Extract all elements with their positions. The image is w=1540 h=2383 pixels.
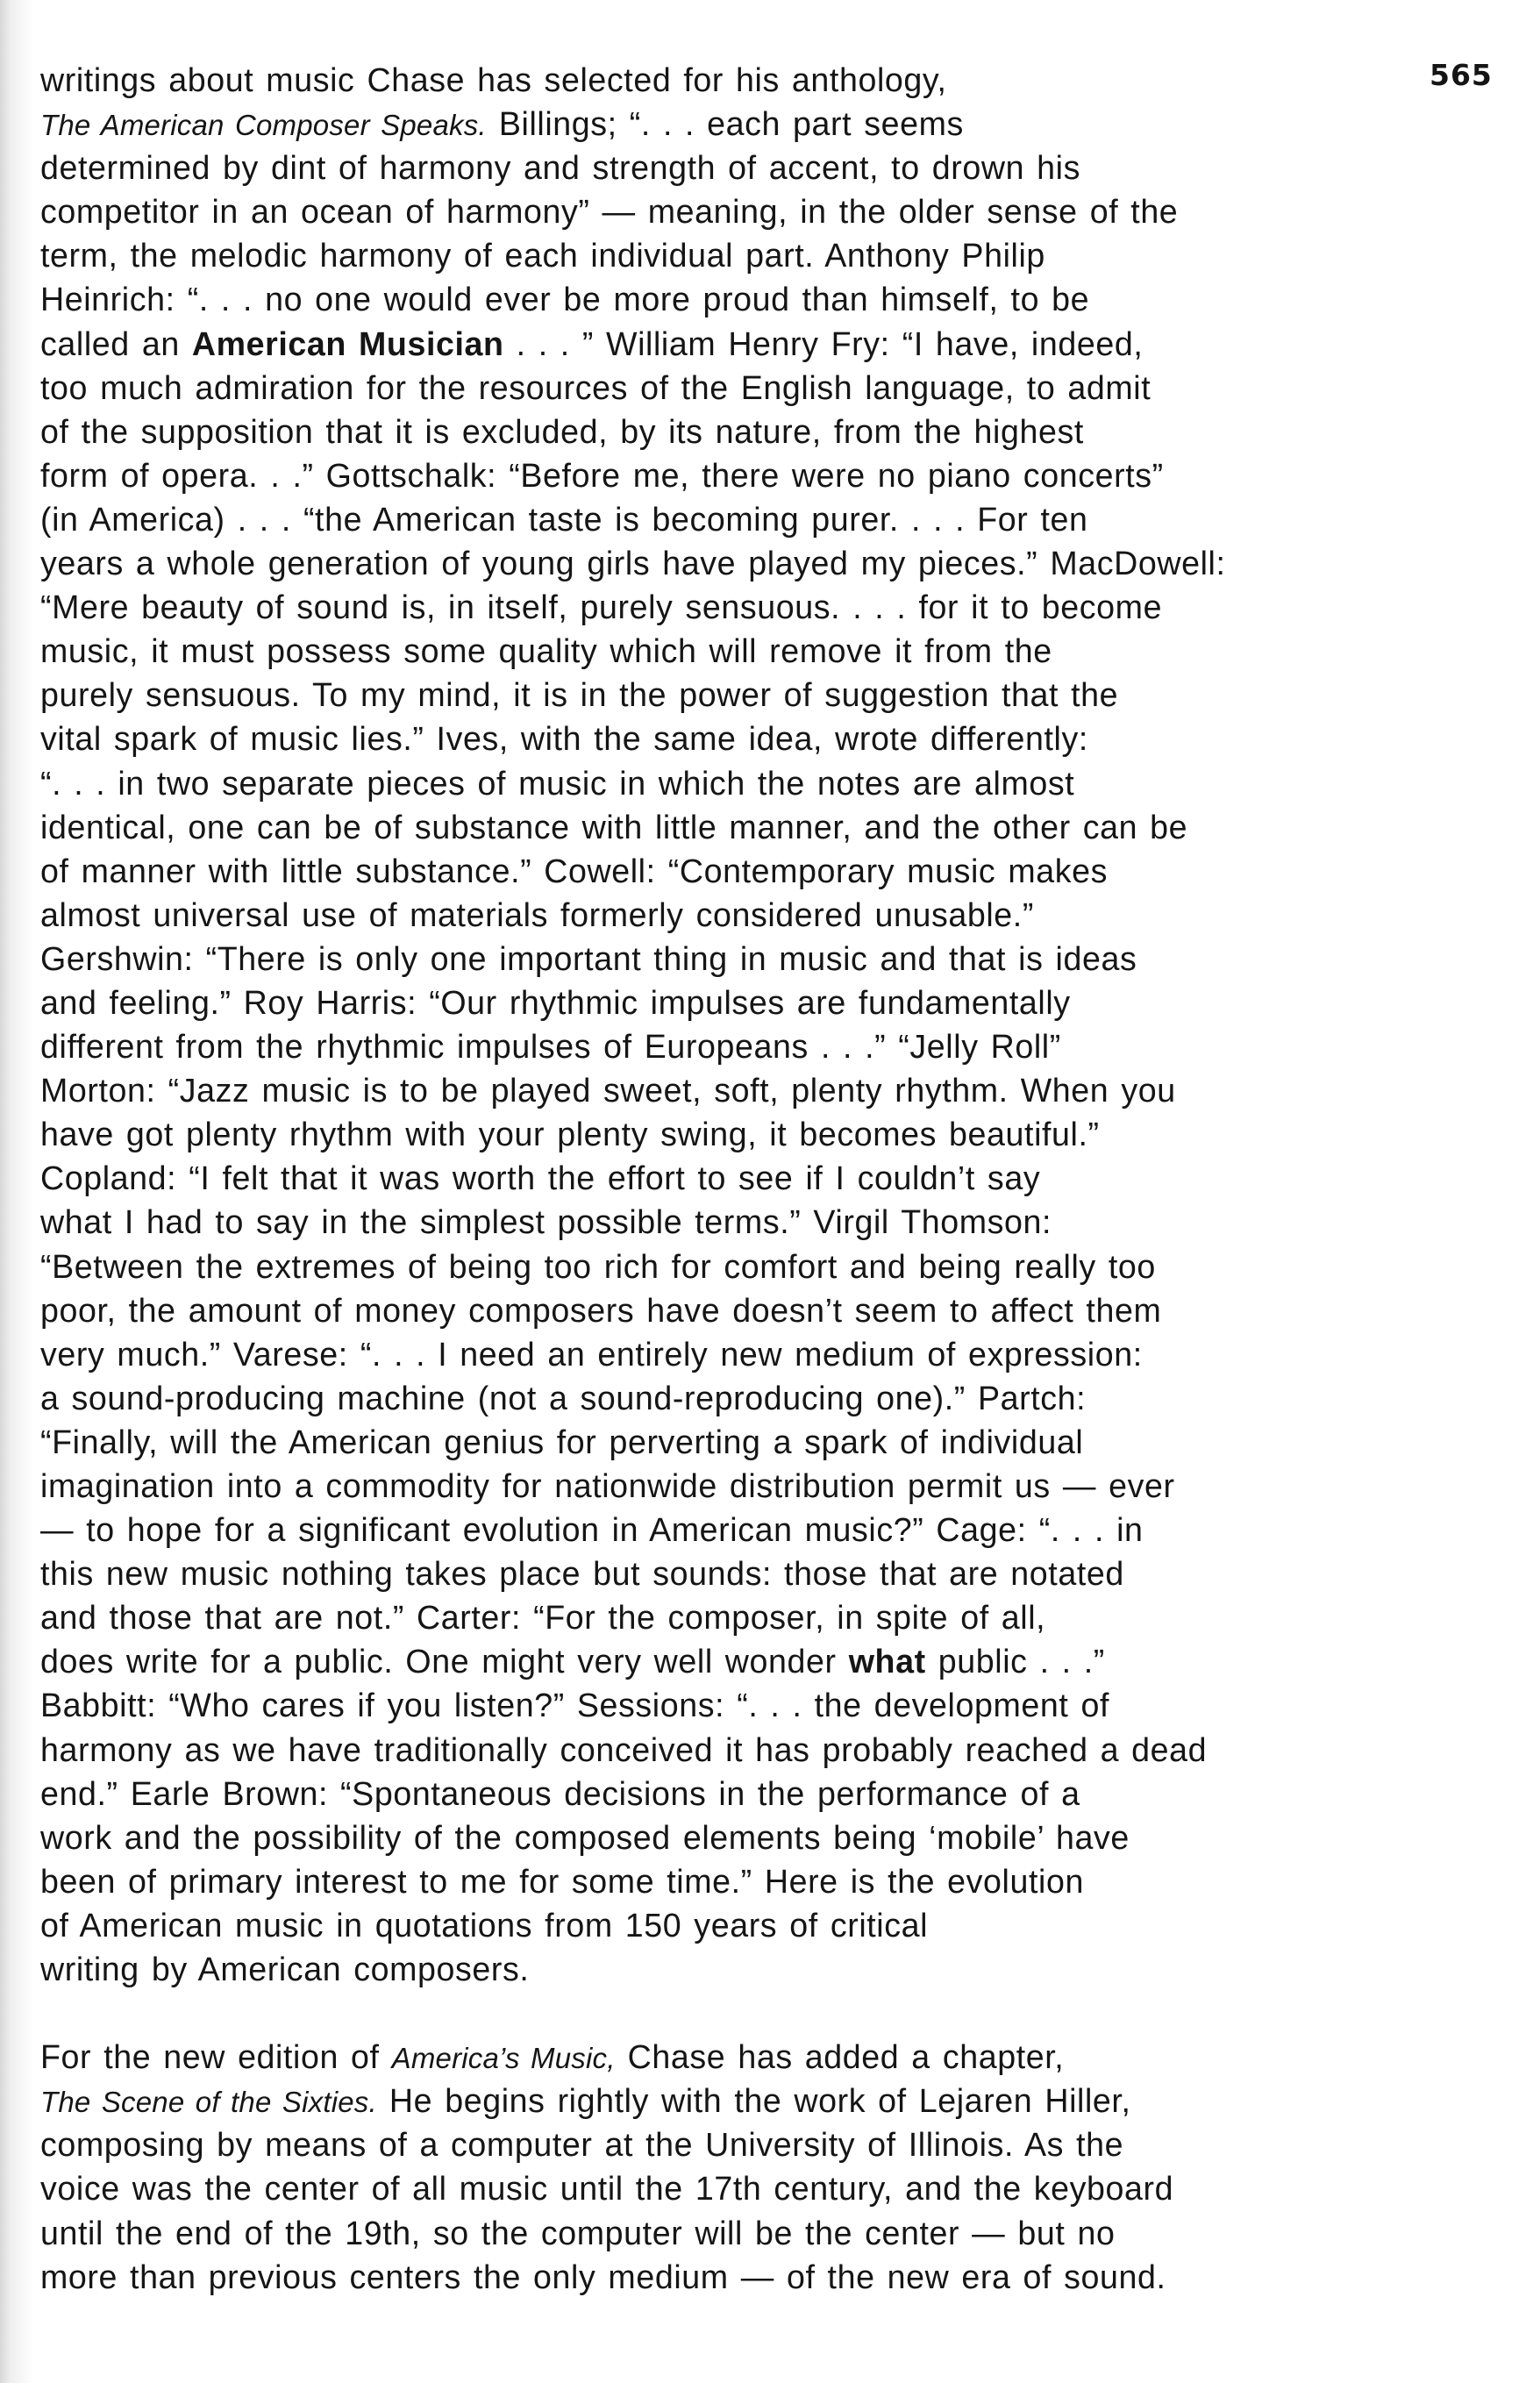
text-run: Copland: “I felt that it was worth the effort to see if I couldn’t say [40, 1159, 1041, 1197]
text-run: identical, one can be of substance with little manner, and the other can be [40, 808, 1188, 845]
text-line [40, 1859, 1347, 1903]
body-text [40, 58, 1347, 2299]
text-run: different from the rhythmic impulses of Europeans . . .” “Jelly Roll” [40, 1028, 1061, 1066]
text-line [40, 102, 1347, 146]
text-line [40, 761, 1347, 805]
text-run: almost universal use of materials formerly considered unusable.” [40, 895, 1034, 933]
text-line [40, 541, 1347, 585]
text-run: (in America) . . . “the American taste is becoming purer. . . . For ten [40, 500, 1088, 538]
text-line [40, 2255, 1347, 2299]
text-run: work and the possibility of the composed elements being ‘mobile’ have [40, 1818, 1130, 1856]
text-run: purely sensuous. To my mind, it is in the power of suggestion that the [40, 676, 1119, 714]
text-run: determined by dint of harmony and strength of accent, to drown his [40, 149, 1080, 187]
paragraph [40, 2035, 1347, 2299]
text-line [40, 2166, 1347, 2210]
text-line [40, 189, 1347, 233]
text-line [40, 1245, 1347, 1288]
text-run: and feeling.” Roy Harris: “Our rhythmic impulses are fundamentally [40, 983, 1071, 1021]
text-run: end.” Earle Brown: “Spontaneous decisions in the performance of a [40, 1774, 1080, 1812]
page-number: 565 [1429, 58, 1493, 92]
text-line [40, 1156, 1347, 1200]
text-line [40, 1947, 1347, 1991]
text-run: too much admiration for the resources of the English language, to admit [40, 368, 1151, 406]
text-line [40, 1552, 1347, 1595]
text-line [40, 2211, 1347, 2255]
text-line [40, 1420, 1347, 1464]
text-run: He begins rightly with the work of Lejaren Hiller, [376, 2082, 1131, 2120]
text-run: more than previous centers the only medium — of the new era of sound. [40, 2258, 1166, 2295]
text-line [40, 366, 1347, 410]
text-line [40, 2035, 1347, 2079]
text-line [40, 1112, 1347, 1156]
text-run: — to hope for a significant evolution in American music?” Cage: “. . . in [40, 1511, 1144, 1549]
text-line [40, 629, 1347, 673]
text-line [40, 1200, 1347, 1244]
text-line [40, 233, 1347, 277]
italic-title-text: The American Composer Speaks. [40, 109, 487, 142]
text-line [40, 1816, 1347, 1859]
text-run: Chase has added a chapter, [615, 2038, 1065, 2076]
text-line [40, 146, 1347, 189]
text-run: For the new edition of [40, 2038, 392, 2076]
text-run: of manner with little substance.” Cowell: “Contemporary music makes [40, 852, 1109, 889]
text-run: very much.” Varese: “. . . I need an entirely new medium of expression: [40, 1335, 1143, 1373]
text-run: this new music nothing takes place but sounds: those that are notated [40, 1555, 1124, 1593]
text-run: term, the melodic harmony of each individual part. Anthony Philip [40, 237, 1045, 275]
text-line [40, 497, 1347, 541]
italic-title-text: The Scene of the Sixties. [40, 2086, 377, 2119]
text-line [40, 1639, 1347, 1683]
text-run: a sound-producing machine (not a sound-reproducing one).” Partch: [40, 1379, 1087, 1416]
text-line [40, 893, 1347, 937]
bold-text: American Musician [191, 325, 504, 362]
text-run: competitor in an ocean of harmony” — meaning, in the older sense of the [40, 193, 1179, 231]
text-run: called an [40, 325, 192, 362]
text-run: “Mere beauty of sound is, in itself, purely sensuous. . . . for it to become [40, 589, 1163, 626]
text-line [40, 1728, 1347, 1772]
text-line [40, 1772, 1347, 1816]
text-run: what I had to say in the simplest possible terms.” Virgil Thomson: [40, 1203, 1052, 1241]
text-run: years a whole generation of young girls have played my pieces.” MacDowell: [40, 545, 1226, 582]
text-run: composing by means of a computer at the University of Illinois. As the [40, 2126, 1124, 2164]
text-run: does write for a public. One might very well wonder [40, 1643, 849, 1680]
text-run: until the end of the 19th, so the computer will be the center — but no [40, 2214, 1116, 2251]
text-run: music, it must possess some quality which will remove it from the [40, 632, 1052, 670]
text-line [40, 277, 1347, 321]
text-line [40, 1683, 1347, 1727]
text-run: Billings; “. . . each part seems [486, 105, 964, 143]
text-line [40, 410, 1347, 453]
text-run: imagination into a commodity for nationwide distribution permit us — ever [40, 1467, 1175, 1504]
text-run: “Between the extremes of being too rich for comfort and being really too [40, 1247, 1156, 1285]
text-run: have got plenty rhythm with your plenty swing, it becomes beautiful.” [40, 1116, 1100, 1153]
text-run: of American music in quotations from 150 years of critical [40, 1906, 929, 1944]
text-line [40, 673, 1347, 717]
text-run: writing by American composers. [40, 1951, 530, 1988]
text-run: “. . . in two separate pieces of music in which the notes are almost [40, 764, 1075, 802]
text-run: writings about music Chase has selected for his anthology, [40, 61, 947, 98]
text-line [40, 585, 1347, 629]
text-line [40, 717, 1347, 760]
text-run: of the supposition that it is excluded, by its nature, from the highest [40, 412, 1084, 450]
text-line [40, 1508, 1347, 1552]
text-run: harmony as we have traditionally conceived it has probably reached a dead [40, 1730, 1208, 1768]
text-line [40, 58, 1347, 102]
bold-text: what [848, 1643, 926, 1680]
text-run: form of opera. . .” Gottschalk: “Before me, there were no piano concerts” [40, 456, 1164, 494]
text-line [40, 937, 1347, 981]
text-line [40, 453, 1347, 497]
text-line [40, 981, 1347, 1024]
text-run: Morton: “Jazz music is to be played sweet, soft, plenty rhythm. When you [40, 1072, 1176, 1109]
text-run: vital spark of music lies.” Ives, with the same idea, wrote differently: [40, 720, 1088, 758]
text-line [40, 1903, 1347, 1947]
text-line [40, 849, 1347, 893]
text-run: poor, the amount of money composers have doesn’t seem to affect them [40, 1291, 1162, 1329]
text-run: public . . .” [925, 1643, 1105, 1680]
text-line [40, 2123, 1347, 2166]
text-run: Babbitt: “Who cares if you listen?” Sessions: “. . . the development of [40, 1687, 1110, 1724]
text-line [40, 322, 1347, 366]
text-line [40, 2079, 1347, 2123]
text-run: voice was the center of all music until the 17th century, and the keyboard [40, 2170, 1174, 2208]
text-line [40, 1288, 1347, 1332]
text-run: . . . ” William Henry Fry: “I have, indeed, [503, 325, 1144, 362]
text-run: Gershwin: “There is only one important thing in music and that is ideas [40, 939, 1137, 977]
text-line [40, 1464, 1347, 1508]
italic-title-text: America’s Music, [391, 2042, 616, 2075]
text-run: and those that are not.” Carter: “For the composer, in spite of all, [40, 1599, 1046, 1637]
text-line [40, 1595, 1347, 1639]
text-line [40, 1024, 1347, 1068]
text-line [40, 1068, 1347, 1112]
text-run: “Finally, will the American genius for perverting a spark of individual [40, 1423, 1084, 1460]
text-line [40, 805, 1347, 849]
text-line [40, 1376, 1347, 1420]
paragraph [40, 58, 1347, 1991]
text-run: Heinrich: “. . . no one would ever be more proud than himself, to be [40, 281, 1090, 318]
text-run: been of primary interest to me for some time.” Here is the evolution [40, 1862, 1084, 1900]
text-line [40, 1332, 1347, 1376]
